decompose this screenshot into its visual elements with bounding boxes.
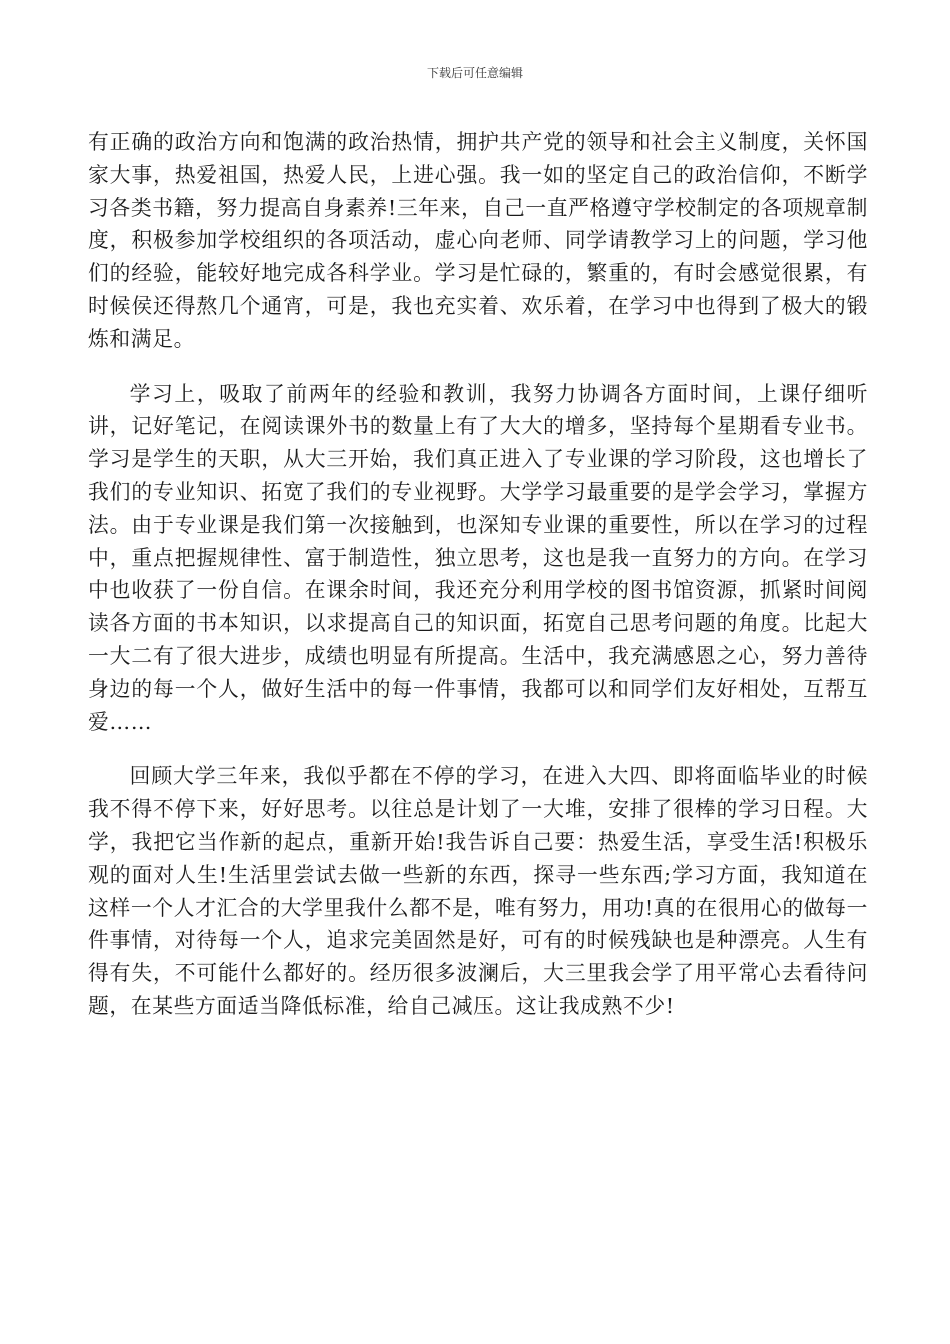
page-header-note: 下载后可任意编辑 — [426, 66, 523, 80]
document-body — [88, 126, 868, 1023]
paragraph-3: 回顾大学三年来，我似乎都在不停的学习，在进入大四、即将面临毕业的时候我不得不停下来，好好思考。以往总是计划了一大堆，安排了很棒的学习日程。大学，我把它当作新的起点，重新开始!我告诉自己要：热爱生活，享受生活!积极乐观的面对人生!生活里尝试去做一些新的东西，探寻一些东西;学习方面，我知道在这样一个人才汇合的大学里我什么都不是，唯有努力，用功!真的在很用心的做每一件事情，对待每一个人，追求完美固然是好，可有的时候残缺也是种漂亮。人生有得有失，不可能什么都好的。经历很多波澜后，大三里我会学了用平常心去看待问题，在某些方面适当降低标准，给自己减压。这让我成熟不少! — [88, 764, 868, 1018]
paragraph-gap — [88, 356, 868, 378]
paragraph-2: 学习上，吸取了前两年的经验和教训，我努力协调各方面时间，上课仔细听讲，记好笔记，在阅读课外书的数量上有了大大的增多，坚持每个星期看专业书。学习是学生的天职，从大三开始，我们真正进入了专业课的学习阶段，这也增长了我们的专业知识、拓宽了我们的专业视野。大学学习最重要的是学会学习，掌握方法。由于专业课是我们第一次接触到，也深知专业课的重要性，所以在学习的过程中，重点把握规律性、富于制造性，独立思考，这也是我一直努力的方向。在学习中也收获了一份自信。在课余时间，我还充分利用学校的图书馆资源，抓紧时间阅读各方面的书本知识，以求提高自己的知识面，拓宽自己思考问题的角度。比起大一大二有了很大进步，成绩也明显有所提高。生活中，我充满感恩之心，努力善待身边的每一个人，做好生活中的每一件事情，我都可以和同学们友好相处，互帮互爱…… — [88, 381, 868, 734]
paragraph-gap — [88, 738, 868, 760]
paragraph-1: 有正确的政治方向和饱满的政治热情，拥护共产党的领导和社会主义制度，关怀国家大事，热爱祖国，热爱人民，上进心强。我一如的坚定自己的政治信仰，不断学习各类书籍，努力提高自身素养!三年来，自己一直严格遵守学校制定的各项规章制度，积极参加学校组织的各项活动，虚心向老师、同学请教学习上的问题，学习他们的经验，能较好地完成各科学业。学习是忙碌的，繁重的，有时会感觉很累，有时候侯还得熬几个通宵，可是，我也充实着、欢乐着，在学习中也得到了极大的锻炼和满足。 — [88, 130, 868, 351]
